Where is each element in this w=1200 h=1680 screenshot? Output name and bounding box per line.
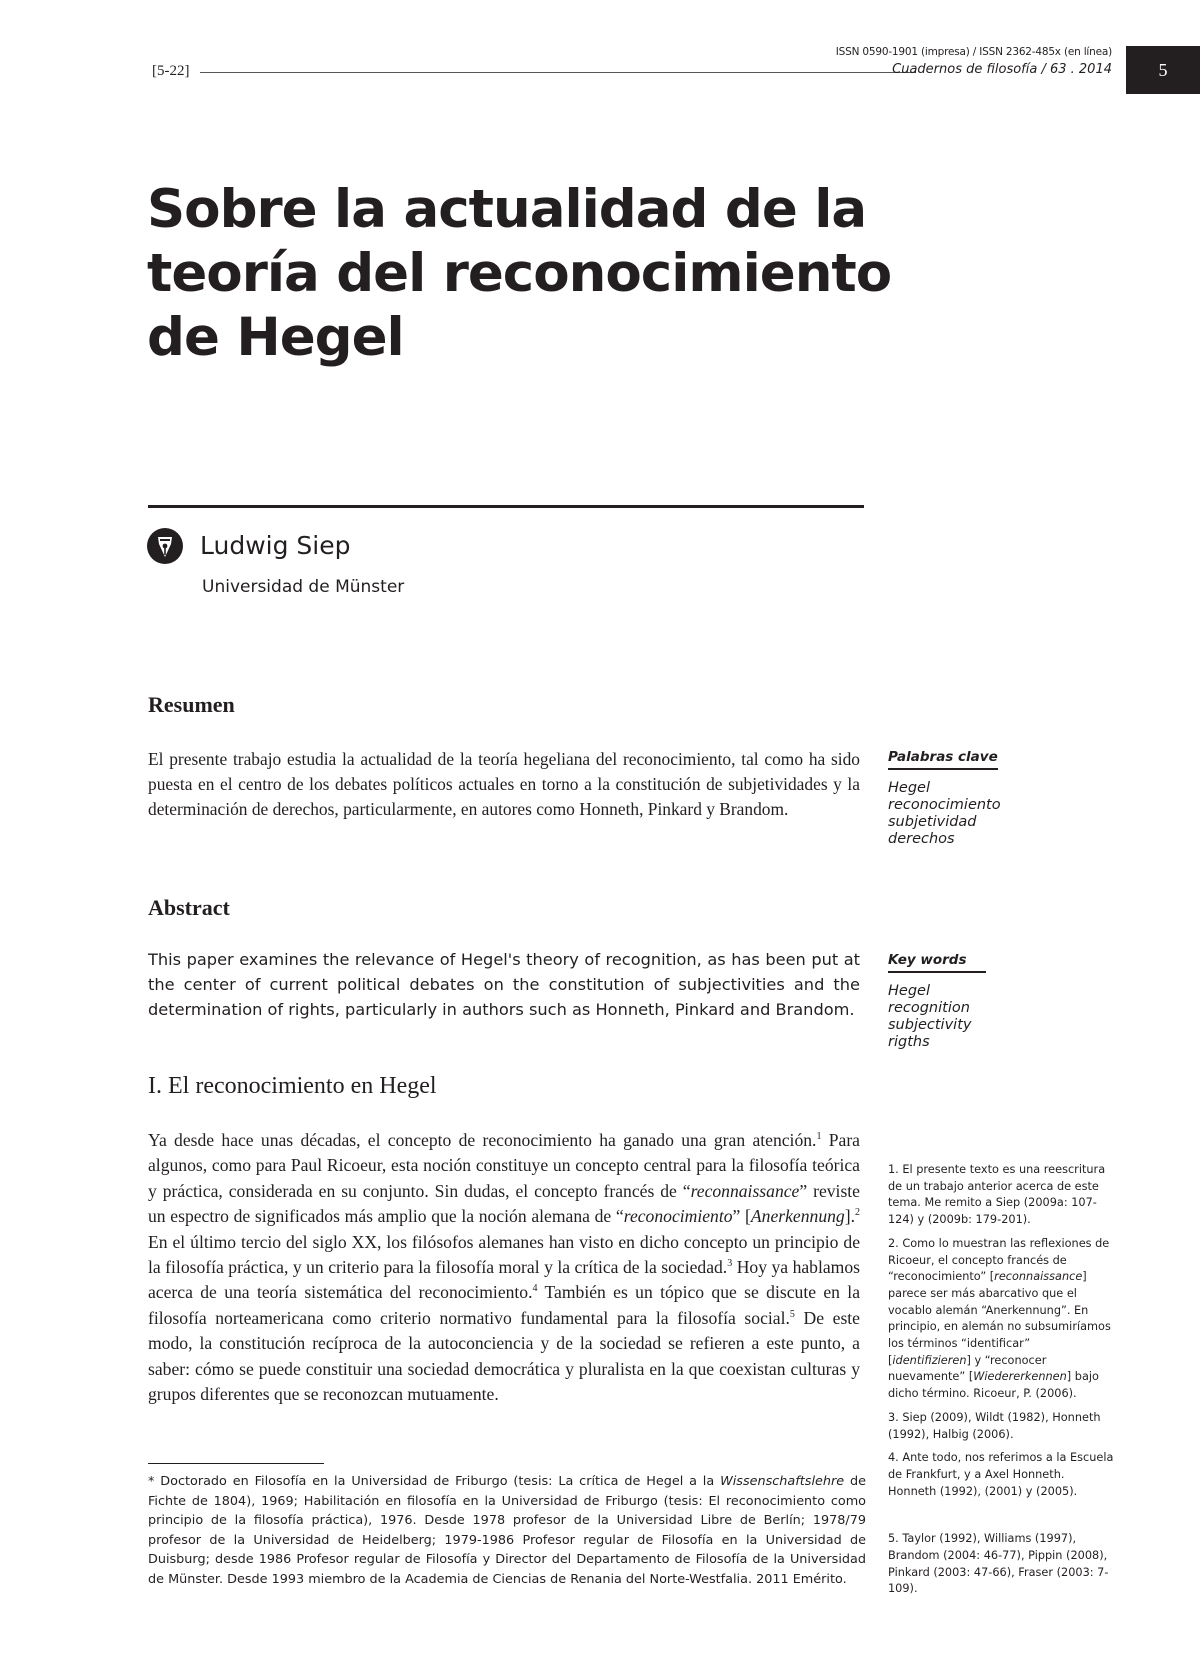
section-body — [148, 1128, 860, 1407]
text-run: ] bajo dicho término. Ricoeur, P. (2006). — [888, 1370, 1099, 1401]
text-run: ] y “reconocer nuevamente” [ — [888, 1353, 1047, 1384]
page-number: 5 — [1158, 59, 1168, 80]
keyword-list — [888, 780, 1001, 848]
work-title: Wissenschaftslehre — [720, 1474, 845, 1489]
term-german: Anerkennung — [750, 1206, 845, 1227]
footnote-ref[interactable]: 3 — [727, 1258, 733, 1270]
keyword: subjectivity — [888, 1017, 972, 1033]
footnote-2 — [888, 1236, 1116, 1403]
keyword: subjetividad — [888, 814, 977, 830]
author-name: Ludwig Siep — [200, 531, 351, 560]
term-spanish: reconocimiento — [623, 1206, 733, 1227]
footnote-ref[interactable]: 4 — [532, 1283, 538, 1295]
journal-name: Cuadernos de filosofía / 63 . 2014 — [892, 62, 1112, 77]
keywords-label: Key words — [888, 952, 986, 973]
text-run: Hoy ya hablamos acerca de una teoría sistemática del reconocimiento. — [148, 1257, 860, 1303]
side-footnotes — [888, 1162, 1116, 1605]
text-run: de Fichte de 1804), 1969; Habilitación en filosofía en la Universidad de Friburgo (tesis: El reconocimiento como principio de la filosofía práctica), 1976. Desde 1978 profesor de la Universidad Libre de Berlín; 1978/79 profesor de la Universidad de Heidelberg; 1979-1986 Profesor regular de Filosofía en la Universidad de Duisburg; desde 1986 Profesor regular de Filosofía y Director del Departamento de Filosofía de la Universidad de Münster. Desde 1993 miembro de la Academia de Ciencias de Renania del Norte-Westfalia. 2011 Emérito. — [148, 1474, 866, 1587]
term: identifizieren — [892, 1353, 967, 1367]
text-run: 2. Como lo muestran las reflexiones de Ricoeur, el concepto francés de “reconocimiento” [ — [888, 1236, 1110, 1284]
term: reconnaissance — [994, 1270, 1083, 1284]
keywords-label: Palabras clave — [888, 749, 998, 770]
footnote-1: 1. El presente texto es una reescritura de un trabajo anterior acerca de este tema. Me remito a Siep (2009a: 107-124) y (2009b: 179-201). — [888, 1163, 1106, 1227]
article-title: Sobre la actualidad de la teoría del reconocimiento de Hegel — [147, 179, 892, 368]
fountain-pen-icon — [146, 527, 184, 565]
text-run: ” reviste un espectro de significados más amplio que la noción alemana de “ — [148, 1180, 860, 1227]
text-run: ] parece ser más abarcativo que el vocablo alemán “Anerkennung”. En principio, en alemán no subsumiríamos los términos “identificar” [ — [888, 1270, 1111, 1367]
text-run: * Doctorado en Filosofía en la Universidad de Friburgo (tesis: La crítica de Hegel a la — [148, 1474, 721, 1489]
keyword: rigths — [888, 1034, 930, 1050]
term-french: reconnaissance — [690, 1180, 800, 1201]
author-footnote — [148, 1472, 866, 1589]
footnote-ref[interactable]: 2 — [855, 1207, 860, 1219]
author-affiliation: Universidad de Münster — [202, 577, 405, 597]
keywords-es — [888, 749, 1001, 848]
issn-line: ISSN 0590-1901 (impresa) / ISSN 2362-485x (en línea) — [835, 46, 1112, 58]
abstract-text: This paper examines the relevance of Hegel's theory of recognition, as has been put at the center of current political debates on the constitution of subjectivities and the determination of rights, particularly in authors such as Honneth, Pinkard and Brandom. — [148, 950, 860, 1019]
footnote-5: 5. Taylor (1992), Williams (1997), Brandom (2004: 46-77), Pippin (2008), Pinkard (2003: 47-66), Fraser (2003: 7-109). — [888, 1532, 1109, 1596]
footnote-4: 4. Ante todo, nos referimos a la Escuela de Frankfurt, y a Axel Honneth. Honneth (1992), (2001) y (2005). — [888, 1451, 1114, 1498]
resumen-heading: Resumen — [148, 692, 235, 717]
keyword: Hegel — [888, 780, 930, 796]
keyword: Hegel — [888, 983, 930, 999]
keyword: reconocimiento — [888, 797, 1001, 813]
keyword: recognition — [888, 1000, 970, 1016]
term: Wiedererkennen — [973, 1370, 1067, 1384]
text-run: ” [ — [732, 1206, 751, 1227]
keyword-list — [888, 983, 998, 1051]
footnote-ref[interactable]: 5 — [789, 1308, 795, 1320]
resumen-text: El presente trabajo estudia la actualidad de la teoría hegeliana del reconocimiento, tal como ha sido puesta en el centro de los debates políticos actuales en torno a la constitución de subjetividades y la determinación de derechos, particularmente, en autores como Honneth, Pinkard y Brandom. — [148, 749, 860, 819]
page-number-tab — [1126, 46, 1200, 94]
section-heading: I. El reconocimiento en Hegel — [148, 1073, 437, 1099]
text-run: En el último tercio del siglo XX, los filósofos alemanes han visto en dicho concepto un principio de la filosofía práctica, y un criterio para la filosofía moral y la crítica de la sociedad. — [148, 1231, 860, 1278]
spacer — [888, 1507, 1116, 1531]
keyword: derechos — [888, 831, 955, 847]
text-run: Ya desde hace unas décadas, el concepto de reconocimiento ha ganado una gran atención. — [148, 1130, 817, 1150]
page-range: [5-22] — [152, 63, 190, 79]
text-run: De este modo, la constitución recíproca de la autoconciencia y de la sociedad se refieren a este punto, a saber: cómo se puede constituir una sociedad democrática y pluralista en la que coexistan culturas y grupos diferentes que se reconozcan mutuamente. — [148, 1307, 860, 1405]
footnote-ref[interactable]: 1 — [816, 1131, 822, 1143]
abstract-heading: Abstract — [148, 895, 230, 920]
footnote-rule — [148, 1463, 324, 1464]
paragraph — [148, 1128, 860, 1407]
keywords-en — [888, 952, 998, 1051]
footnote-3: 3. Siep (2009), Wildt (1982), Honneth (1992), Halbig (2006). — [888, 1410, 1101, 1441]
text-run: Para algunos, como para Paul Ricoeur, esta noción constituye un concepto central para la filosofía teórica y práctica, considerada en su conjunto. Sin dudas, el concepto francés de “ — [148, 1130, 860, 1201]
title-rule — [148, 505, 864, 508]
text-run: ]. — [844, 1206, 855, 1227]
text-run: También es un tópico que se discute en la filosofía norteamericana como criterio normativo fundamental para la filosofía social. — [148, 1282, 861, 1328]
